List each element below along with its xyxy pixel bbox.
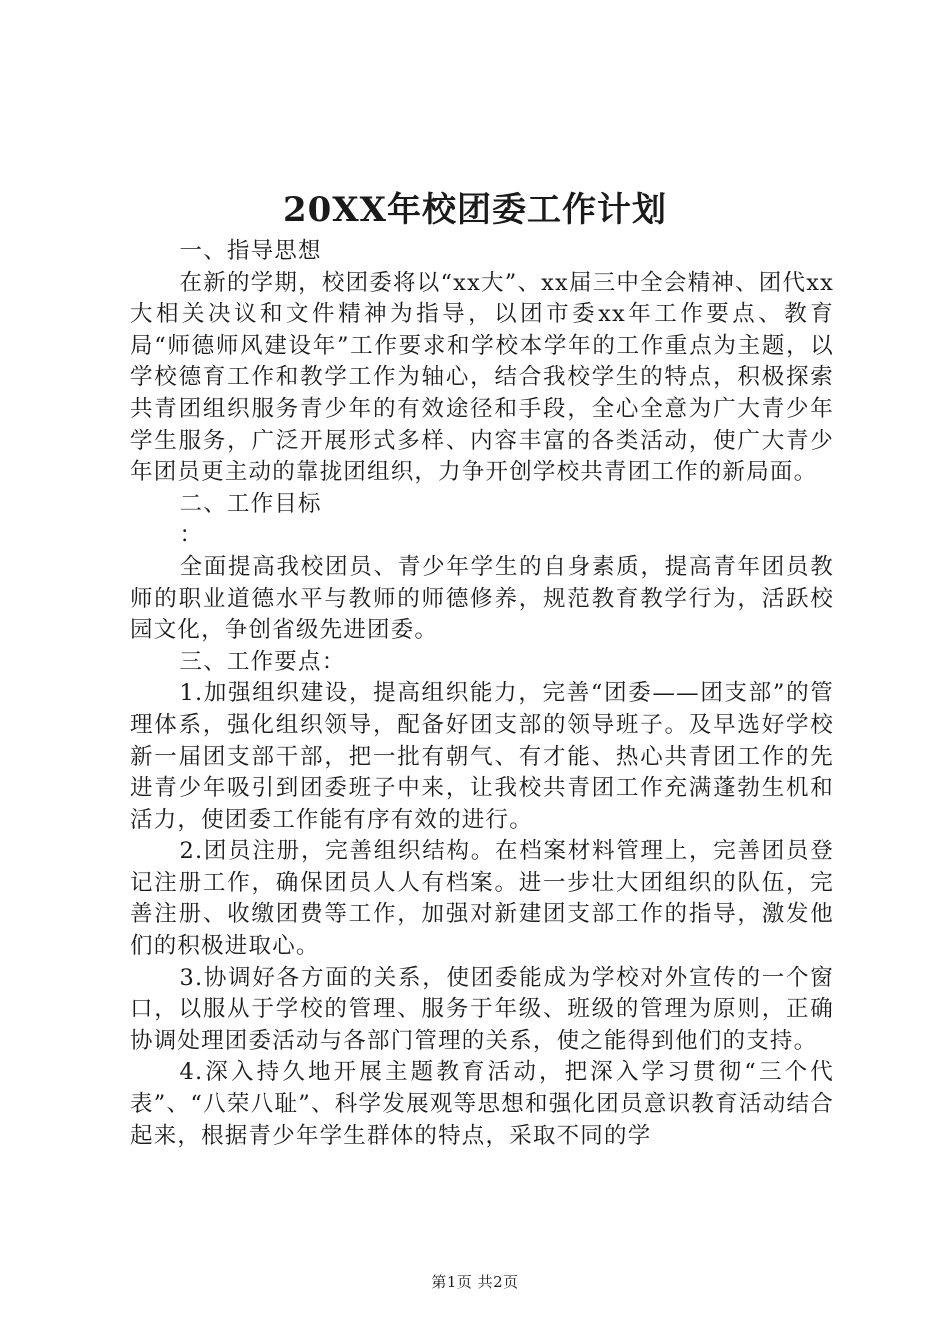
page-footer: 第1页 共2页 — [431, 1273, 519, 1291]
paragraph-work-goals: 全面提高我校团员、青少年学生的自身素质，提高青年团员教师的职业道德水平与教师的师德修养，规范教育教学行为，活跃校园文化，争创省级先进团委。 — [130, 553, 834, 644]
paragraph-guiding-ideology: 在新的学期，校团委将以“xx大”、xx届三中全会精神、团代xx大相关决议和文件精神为指导，以团市委xx年工作要点、教育局“师德师风建设年”工作要求和学校本学年的工作重点为主题，以学校德育工作和教学工作为轴心，结合我校学生的特点，积极探索共青团组织服务青少年的有效途径和手段，全心全意为广大青少年学生服务，广泛开展形式多样、内容丰富的各类活动，使广大青少年团员更主动的靠拢团组织，力争开创学校共青团工作的新局面。 — [130, 269, 834, 486]
colon-line: ： — [179, 522, 204, 549]
paragraph-point-3: 3.协调好各方面的关系，使团委能成为学校对外宣传的一个窗口，以服从于学校的管理、服务于年级、班级的管理为原则，正确协调处理团委活动与各部门管理的关系，使之能得到他们的支持。 — [130, 964, 834, 1054]
paragraph-point-2: 2.团员注册，完善组织结构。在档案材料管理上，完善团员登记注册工作，确保团员人人有档案。进一步壮大团组织的队伍，完善注册、收缴团费等工作，加强对新建团支部工作的指导，激发他们的积极进取心。 — [130, 838, 834, 960]
paragraph-point-1: 1.加强组织建设，提高组织能力，完善“团委——团支部”的管理体系，强化组织领导，配备好团支部的领导班子。及早选好学校新一届团支部干部，把一批有朝气、有才能、热心共青团工作的先进青少年吸引到团委班子中来，让我校共青团工作充满蓬勃生机和活力，使团委工作能有序有效的进行。 — [130, 680, 834, 833]
document-title: 20XX年校团委工作计划 — [282, 190, 668, 230]
section-heading-work-goals: 二、工作目标 — [179, 490, 322, 517]
section-heading-guiding-ideology: 一、指导思想 — [179, 238, 322, 264]
paragraph-point-4: 4.深入持久地开展主题教育活动，把深入学习贯彻“三个代表”、“八荣八耻”、科学发展观等思想和强化团员意识教育活动结合起来，根据青少年学生群体的特点，采取不同的学 — [130, 1059, 834, 1149]
document-body — [130, 236, 834, 1152]
section-heading-work-points: 三、工作要点： — [179, 648, 346, 675]
